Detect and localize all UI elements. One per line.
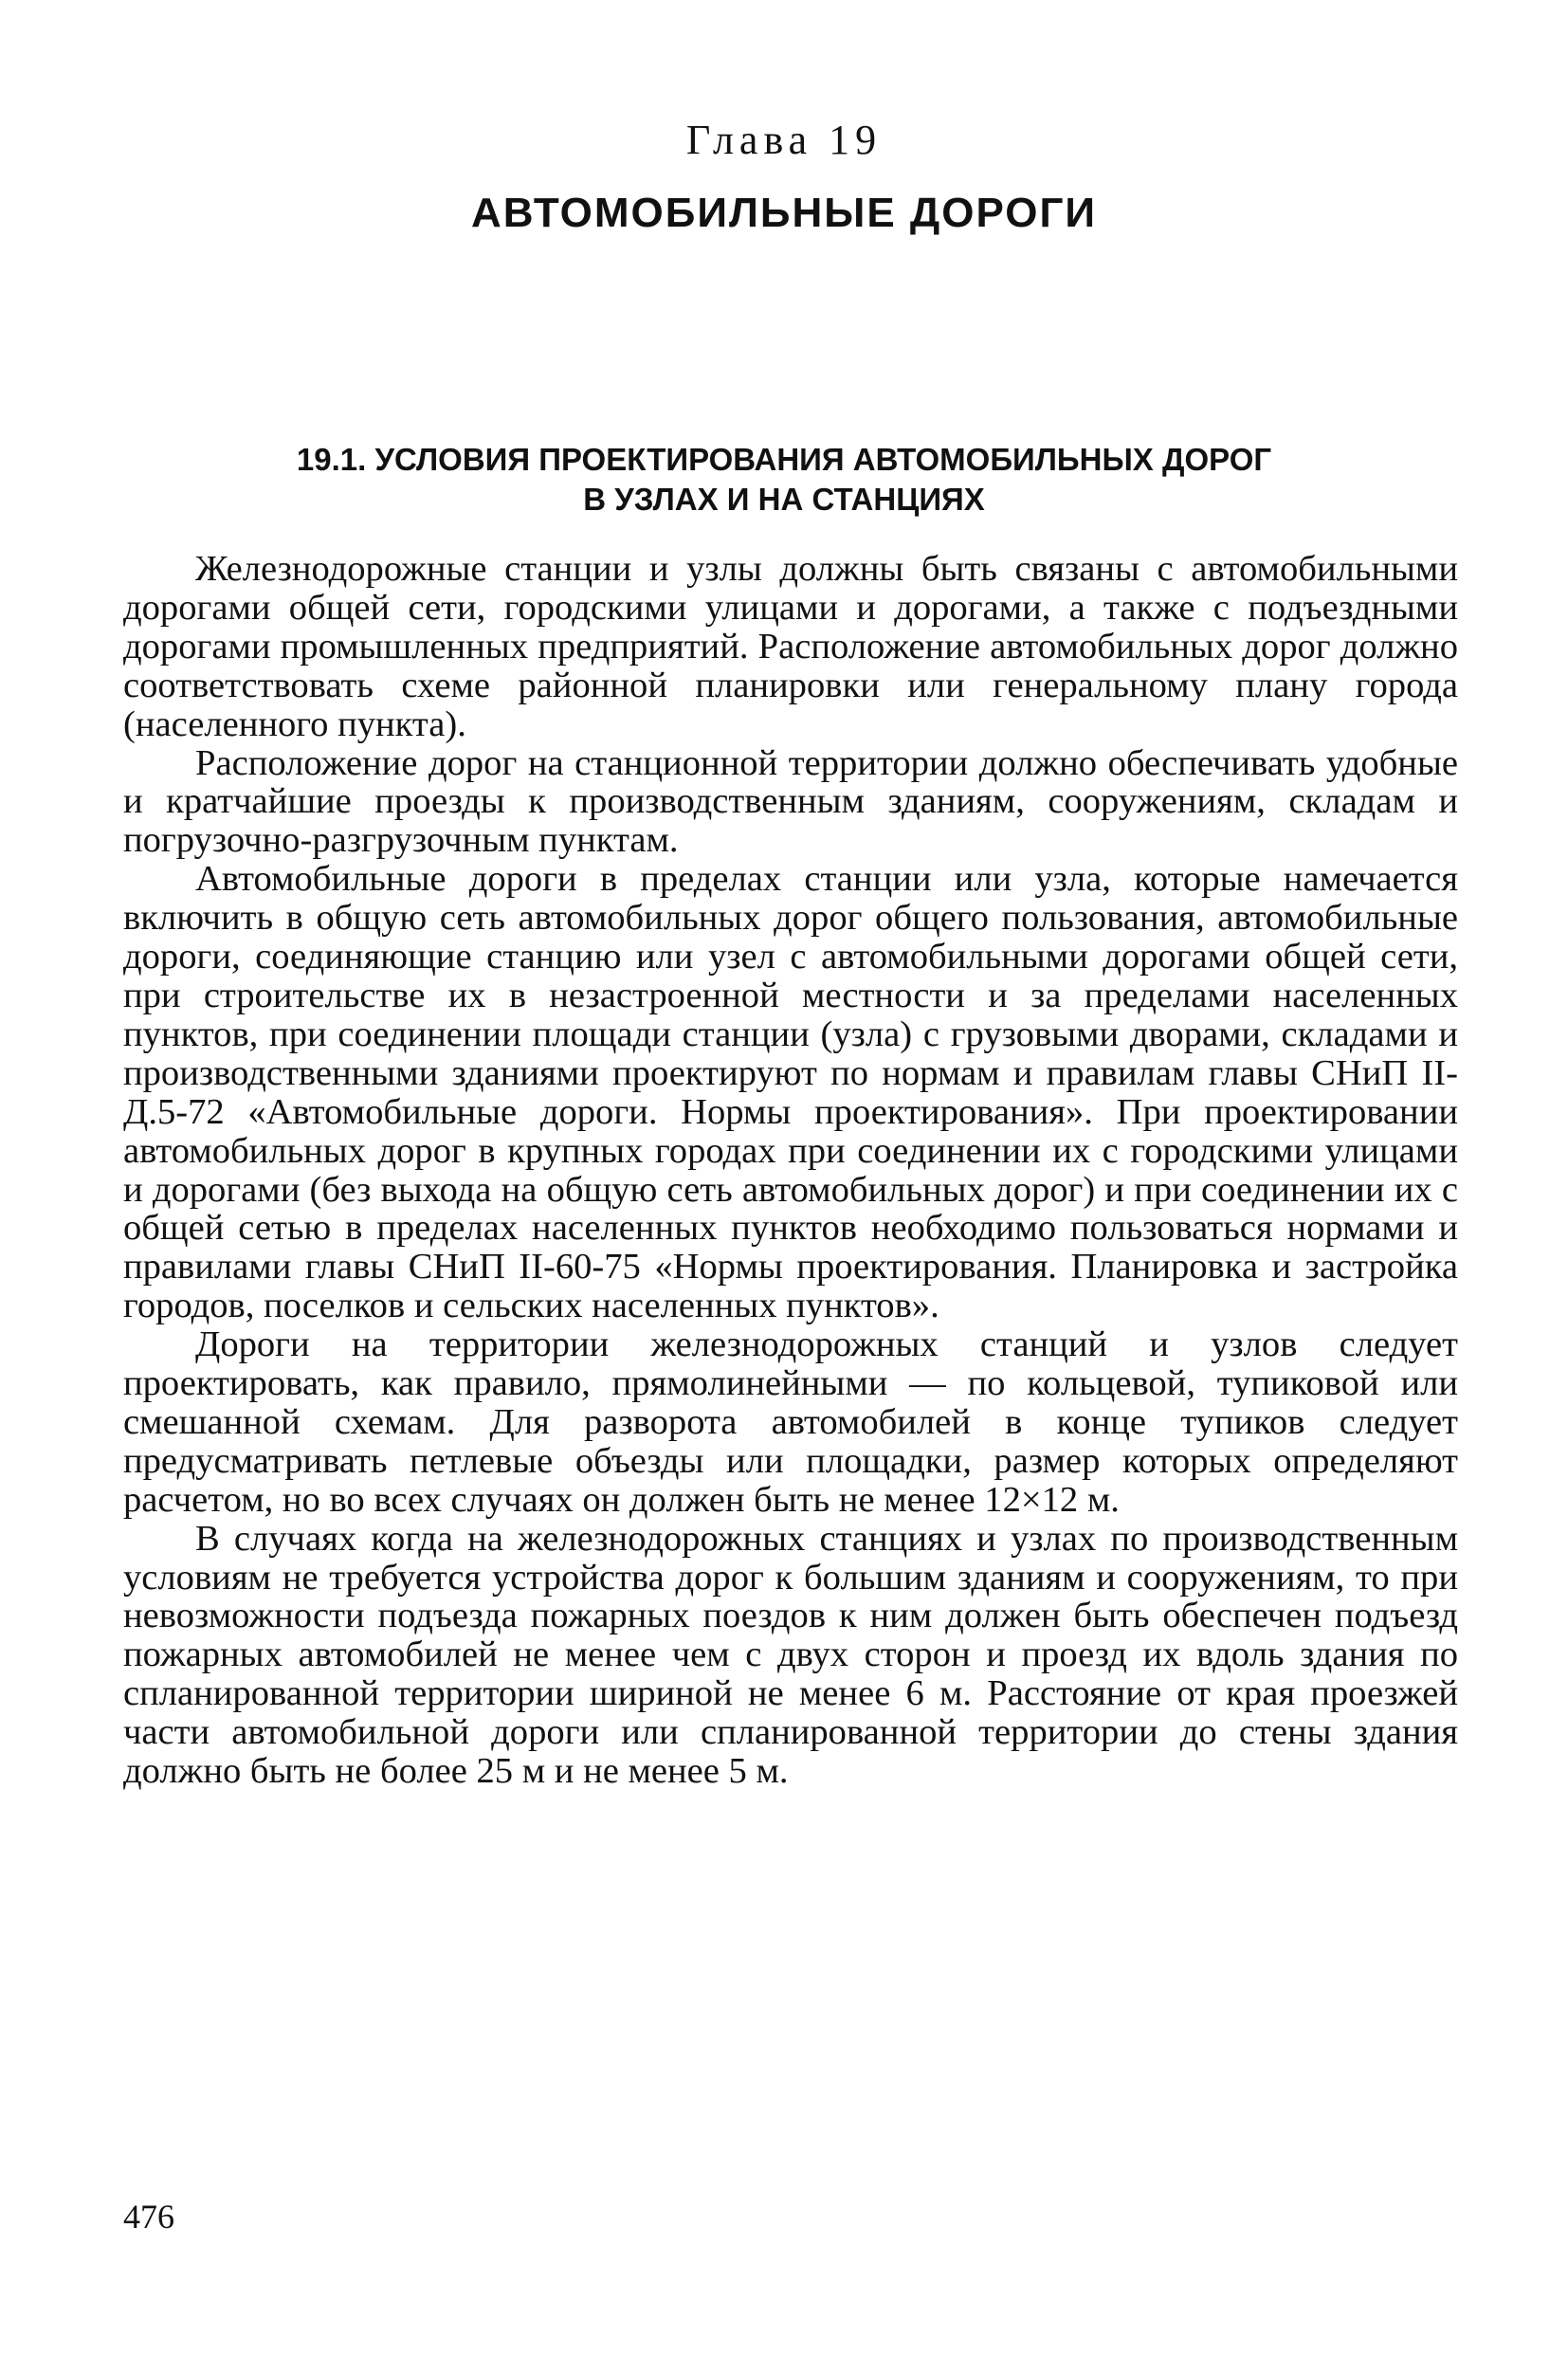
paragraph-5: В случаях когда на железнодорожных станциях и узлах по производственным условиям не требуется устройства дорог к большим зданиям и сооружениям, то при невозможности подъезда пожарных поездов к ним должен быть обеспечен подъезд пожарных автомобилей не менее чем с двух сторон и проезд их вдоль здания по спланированной территории шириной не менее 6 м. Расстояние от края проезжей части автомобильной дороги или спланированной территории до стены здания должно быть не более 25 м и не менее 5 м. [123, 1518, 1458, 1792]
page-number: 476 [123, 2198, 174, 2236]
section-title-line-1: 19.1. УСЛОВИЯ ПРОЕКТИРОВАНИЯ АВТОМОБИЛЬНЫХ ДОРОГ [296, 442, 1272, 477]
section-title-line-2: В УЗЛАХ И НА СТАНЦИЯХ [583, 482, 985, 517]
paragraph-1: Железнодорожные станции и узлы должны быть связаны с автомобильными дорогами общей сети, городскими улицами и дорогами, а также с подъездными дорогами промышленных предприятий. Расположение автомобильных дорог должно соответствовать схеме районной планировки или генеральному плану города (населенного пункта). [123, 549, 1458, 744]
chapter-title: АВТОМОБИЛЬНЫЕ ДОРОГИ [470, 190, 1098, 236]
section-title [190, 440, 1378, 520]
paragraph-3: Автомобильные дороги в пределах станции или узла, которые намечается включить в общую сеть автомобильных дорог общего пользования, автомобильные дороги, соединяющие станцию или узел с автомобильными дорогами общей сети, при строительстве их в незастроенной местности и за пределами населенных пунктов, при соединении площади станции (узла) с грузовыми дворами, складами и производственными зданиями проектируют по нормам и правилам главы СНиП II-Д.5-72 «Автомобильные дороги. Нормы проектирования». При проектировании автомобильных дорог в крупных городах при соединении их с городскими улицами и дорогами (без выхода на общую сеть автомобильных дорог) и при соединении их с общей сетью в пределах населенных пунктов необходимо пользоваться нормами и правилами главы СНиП II-60-75 «Нормы проектирования. Планировка и застройка городов, поселков и сельских населенных пунктов». [123, 859, 1458, 1326]
paragraph-2: Расположение дорог на станционной территории должно обеспечивать удобные и кратчайшие проезды к производственным зданиям, сооружениям, складам и погрузочно-разгрузочным пунктам. [123, 742, 1458, 861]
paragraph-4: Дороги на территории железнодорожных станций и узлов следует проектировать, как правило, прямолинейными — по кольцевой, тупиковой или смешанной схемам. Для разворота автомобилей в конце тупиков следует предусматривать петлевые объезды или площадки, размер которых определяют расчетом, но во всех случаях он должен быть не менее 12×12 м. [123, 1324, 1458, 1520]
chapter-label: Глава 19 [685, 117, 883, 163]
body-text [123, 550, 1458, 1791]
